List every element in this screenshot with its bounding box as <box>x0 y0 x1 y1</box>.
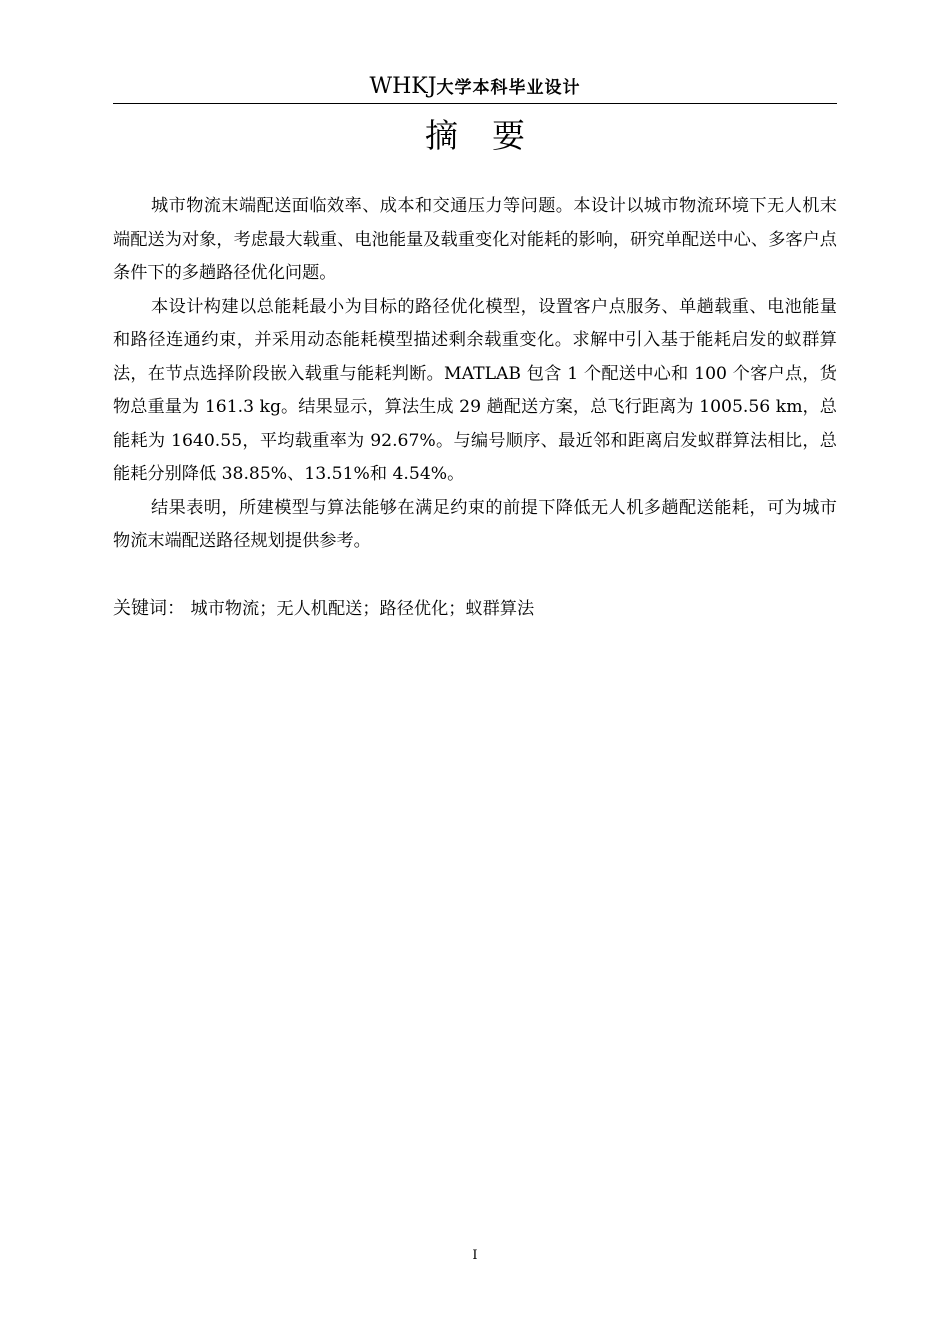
abstract-paragraph-2: 本设计构建以总能耗最小为目标的路径优化模型，设置客户点服务、单趟载重、电池能量和路径连通约束，并采用动态能耗模型描述剩余载重变化。求解中引入基于能耗启发的蚁群算法，在节点选择阶段嵌入载重与能耗判断。MATLAB 包含 1 个配送中心和 100 个客户点，货物总重量为 161.3 kg。结果显示，算法生成 29 趟配送方案，总飞行距离为 1005.56 km，总能耗为 1640.55，平均载重率为 92.67%。与编号顺序、最近邻和距离启发蚁群算法相比，总能耗分别降低 38.85%、13.51%和 4.54%。 <box>113 296 837 484</box>
keywords-label: 关键词： <box>113 598 185 619</box>
abstract-paragraph-3: 结果表明，所建模型与算法能够在满足约束的前提下降低无人机多趟配送能耗，可为城市物流末端配送路径规划提供参考。 <box>113 497 837 551</box>
abstract-paragraph-1: 城市物流末端配送面临效率、成本和交通压力等问题。本设计以城市物流环境下无人机末端配送为对象，考虑最大载重、电池能量及载重变化对能耗的影响，研究单配送中心、多客户点条件下的多趟路径优化问题。 <box>113 196 837 283</box>
keywords-value: 城市物流；无人机配送；路径优化；蚁群算法 <box>190 599 535 619</box>
header-document-type: 大学本科毕业设计 <box>436 78 581 98</box>
header-university-code: WHKJ <box>369 74 437 99</box>
abstract-title: 摘要 <box>425 116 559 155</box>
page-footer <box>0 1246 950 1266</box>
abstract-body <box>113 190 837 559</box>
header-text <box>369 70 580 105</box>
keywords-line <box>113 594 837 624</box>
page-number: I <box>472 1248 478 1263</box>
page-header <box>113 70 837 104</box>
